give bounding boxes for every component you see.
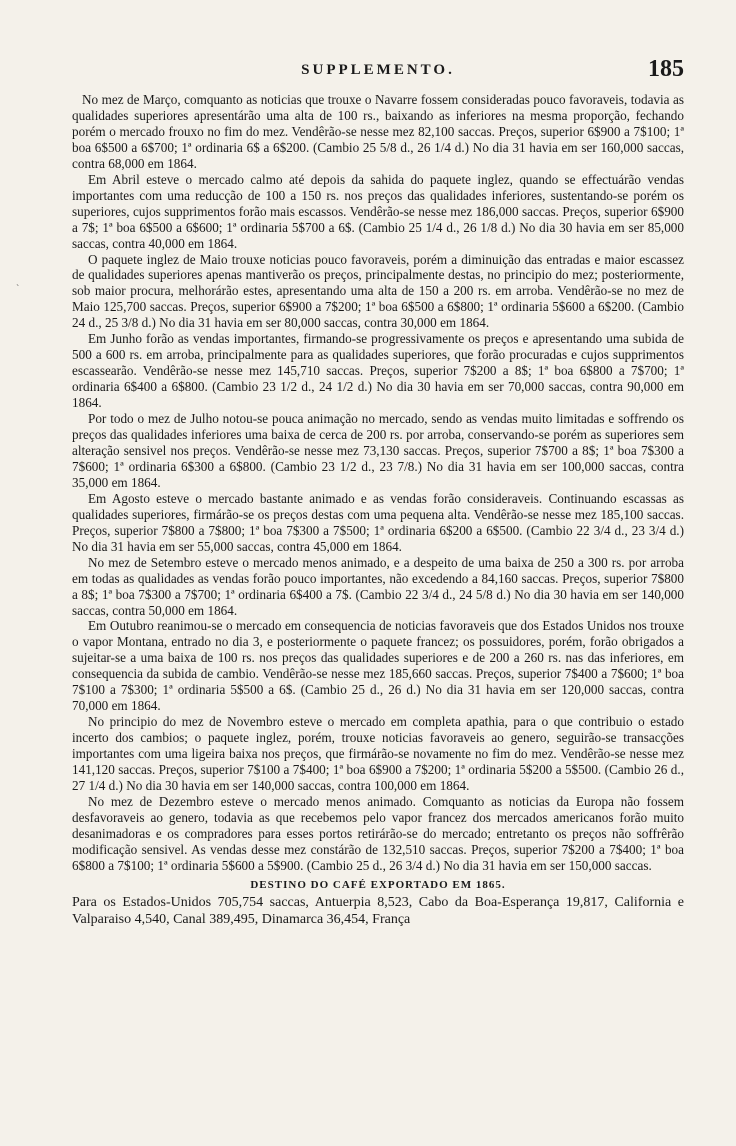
running-head bbox=[72, 56, 684, 88]
paragraph-april: Em Abril esteve o mercado calmo até depois da sahida do paquete inglez, quando se effectuárão vendas importantes com uma reducção de 100 a 150 rs. nos preços das qualidades inferiores, sustentando-se porém os superiores, cujos supprimentos forão mais escassos. Vendêrão-se nesse mez 186,000 saccas. Preços, superior 6$900 a 7$; 1ª boa 6$500 a 6$600; 1ª ordinaria 5$700 a 6$. (Cambio 25 1/4 d., 26 1/8 d.) No dia 30 havia em ser 85,000 saccas, contra 40,000 em 1864. bbox=[72, 171, 684, 251]
paragraph-june: Em Junho forão as vendas importantes, firmando-se progressivamente os preços e apresentando uma subida de 500 a 600 rs. em arroba, principalmente para as qualidades superiores, que forão procuradas e cujos supprimentos escassearão. Vendêrão-se nesse mez 145,710 saccas. Preços, superior 7$200 a 8$; 1ª boa 6$800 a 7$700; 1ª ordinaria 6$400 a 6$800. (Cambio 23 1/2 d., 24 1/2 d.) No dia 30 havia em ser 70,000 saccas, contra 90,000 em 1864. bbox=[72, 331, 684, 411]
margin-mark: ` bbox=[16, 284, 20, 295]
paragraph-march: No mez de Março, comquanto as noticias que trouxe o Navarre fossem consideradas pouco favoraveis, todavia as qualidades superiores apresentárão uma alta de 100 rs., baixando as inferiores na mesma proporção, fechando porém o mercado frouxo no fim do mez. Vendêrão-se nesse mez 82,100 saccas. Preços, superior 6$900 a 7$100; 1ª boa 6$500 a 6$700; 1ª ordinaria 6$ a 6$200. (Cambio 25 5/8 d., 26 1/4 d.) No dia 31 havia em ser 160,000 saccas, contra 68,000 em 1864. bbox=[72, 92, 684, 171]
paragraph-july: Por todo o mez de Julho notou-se pouca animação no mercado, sendo as vendas muito limitadas e soffrendo os preços das qualidades inferiores uma baixa de cerca de 200 rs. por arroba, conservando-se porém as superiores sem alteração sensivel nos preços. Vendêrão-se nesse mez 73,130 saccas. Preços, superior 7$700 a 8$; 1ª boa 7$300 a 7$600; 1ª ordinaria 6$300 a 6$800. (Cambio 23 1/2 d., 23 7/8.) No dia 31 havia em ser 100,000 saccas, contra 35,000 em 1864. bbox=[72, 411, 684, 490]
paragraph-may: O paquete inglez de Maio trouxe noticias pouco favoraveis, porém a diminuição das entradas e maior escassez de qualidades superiores apenas mantiverão os preços, principalmente destas, no principio do mez; posteriormente, sob maior procura, melhorárão estes, apresentando uma alta de 150 a 200 rs. em arroba. Vendêrão-se no mez de Maio 125,700 saccas. Preços, superior 6$900 a 7$200; 1ª boa 6$500 a 6$800; 1ª ordinaria 5$600 a 6$200. (Cambio 24 d., 25 3/8 d.) No dia 31 havia em ser 80,000 saccas, contra 30,000 em 1864. bbox=[72, 251, 684, 331]
paragraph-august: Em Agosto esteve o mercado bastante animado e as vendas forão consideraveis. Continuando escassas as qualidades superiores, firmárão-se os preços destas com uma pequena alta. Vendêrão-se nesse mez 185,100 saccas. Preços, superior 7$800 a 7$800; 1ª boa 7$300 a 7$500; 1ª ordinaria 6$200 a 6$500. (Cambio 22 3/4 d., 23 3/4 d.) No dia 31 havia em ser 55,000 saccas, contra 45,000 em 1864. bbox=[72, 490, 684, 554]
paragraph-november: No principio do mez de Novembro esteve o mercado em completa apathia, para o que contribuio o estado incerto dos cambios; o paquete inglez, porém, trouxe noticias favoraveis ao genero, seguirão-se transacções importantes com uma ligeira baixa nos preços, que firmárão-se novamente no fim do mez. Vendêrão-se nesse mez 141,120 saccas. Preços, superior 7$100 a 7$400; 1ª boa 6$900 a 7$200; 1ª ordinaria 5$200 a 5$500. (Cambio 26 d., 27 1/4 d.) No dia 30 havia em ser 140,000 saccas, contra 100,000 em 1864. bbox=[72, 714, 684, 793]
page-title: SUPPLEMENTO. bbox=[301, 62, 455, 78]
page-number: 185 bbox=[648, 56, 684, 82]
section-heading: DESTINO DO CAFÉ EXPORTADO EM 1865. bbox=[250, 878, 506, 891]
export-destinations: Para os Estados-Unidos 705,754 saccas, Antuerpia 8,523, Cabo da Boa-Esperança 19,817, California e Valparaiso 4,540, Canal 389,495, Dinamarca 36,454, França bbox=[72, 894, 684, 927]
paragraph-october: Em Outubro reanimou-se o mercado em consequencia de noticias favoraveis que dos Estados Unidos nos trouxe o vapor Montana, entrado no dia 3, e posteriormente o paquete francez; os possuidores, porém, forão obrigados a sujeitar-se a uma baixa de 100 rs. nos preços das qualidades superiores e de 200 a 260 rs. nas das inferiores, em consequencia da subida de cambio. Vendêrão-se nesse mez 185,660 saccas. Preços, superior 7$400 a 7$600; 1ª boa 7$100 a 7$300; 1ª ordinaria 5$500 a 6$. (Cambio 25 d., 26 d.) No dia 31 havia em ser 120,000 saccas, contra 70,000 em 1864. bbox=[72, 618, 684, 714]
paragraph-september: No mez de Setembro esteve o mercado menos animado, e a despeito de uma baixa de 250 a 300 rs. por arroba em todas as qualidades as vendas forão pouco importantes, não excedendo a 84,160 saccas. Preços, superior 7$800 a 8$; 1ª boa 7$300 a 7$700; 1ª ordinaria 6$400 a 7$. (Cambio 22 3/4 d., 24 5/8 d.) No dia 30 havia em ser 140,000 saccas, contra 50,000 em 1864. bbox=[72, 554, 684, 618]
body-text bbox=[72, 92, 684, 928]
paragraph-december: No mez de Dezembro esteve o mercado menos animado. Comquanto as noticias da Europa não fossem desfavoraveis ao genero, todavia as que recebemos pelo vapor francez dos mercados americanos forão muito desanimadoras e os compradores para esses portos retirárão-se do mercado; entretanto os preços não soffrêrão modificação sensivel. As vendas desse mez constárão de 132,510 saccas. Preços, superior 7$200 a 7$400; 1ª boa 6$800 a 7$100; 1ª ordinaria 5$600 a 5$900. (Cambio 25 d., 26 3/4 d.) No dia 31 havia em ser 150,000 saccas. bbox=[72, 793, 684, 873]
